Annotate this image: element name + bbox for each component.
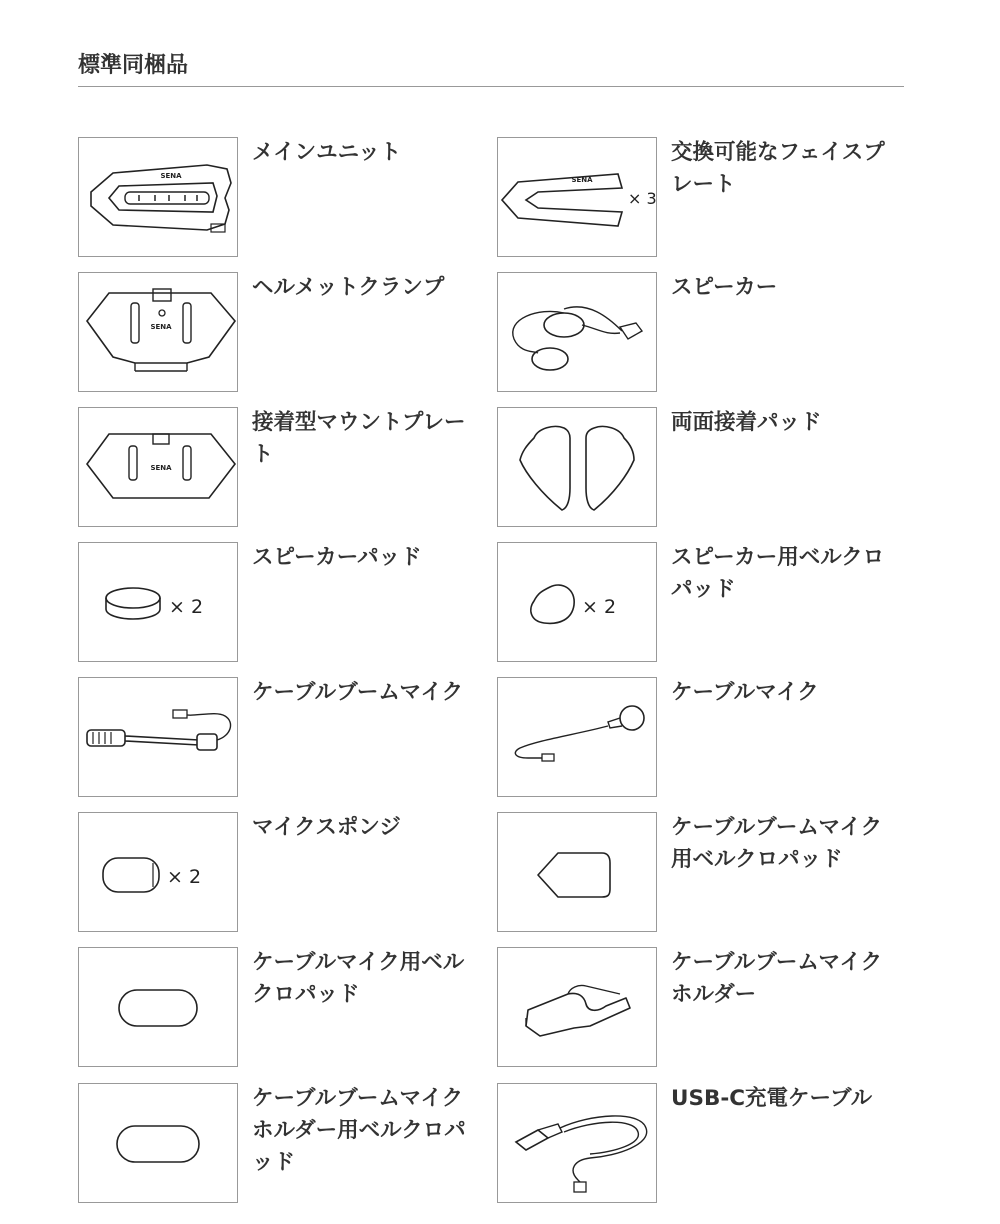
double-sided-adhesive-pad-icon bbox=[497, 407, 657, 527]
speaker-pad-icon bbox=[78, 542, 238, 662]
item-label: ケーブルマイク用ベルクロパッド bbox=[252, 950, 465, 1007]
main-unit-icon bbox=[78, 137, 238, 257]
item-label: ケーブルブームマイク用ベルクロパッド bbox=[671, 815, 883, 872]
svg-text:SENA: SENA bbox=[160, 172, 182, 180]
section-title: 標準同梱品 bbox=[78, 53, 189, 78]
boom-mic-holder-icon bbox=[497, 947, 657, 1067]
item-label: ケーブルブームマイクホルダー bbox=[671, 950, 883, 1007]
item-label: ケーブルブームマイク bbox=[252, 680, 464, 705]
item-label: スピーカー bbox=[671, 275, 778, 300]
item-label: スピーカー用ベルクロパッド bbox=[671, 545, 885, 602]
item-label: ケーブルマイク bbox=[671, 680, 819, 705]
wired-microphone-icon bbox=[497, 677, 657, 797]
item-label: メインユニット bbox=[252, 140, 402, 165]
speaker-velcro-pad-icon bbox=[497, 542, 657, 662]
boom-mic-holder-velcro-pad-icon bbox=[78, 1083, 238, 1203]
helmet-clamp-icon bbox=[78, 272, 238, 392]
faceplate-icon bbox=[497, 137, 657, 257]
usb-c-cable-icon bbox=[497, 1083, 657, 1203]
boom-mic-velcro-pad-icon bbox=[497, 812, 657, 932]
svg-text:× 2: × 2 bbox=[167, 866, 202, 888]
svg-text:× 2: × 2 bbox=[582, 596, 617, 618]
item-label: ケーブルブームマイクホルダー用ベルクロパッド bbox=[252, 1086, 466, 1175]
speaker-icon bbox=[497, 272, 657, 392]
svg-text:SENA: SENA bbox=[571, 176, 593, 184]
svg-text:× 2: × 2 bbox=[169, 596, 204, 618]
item-label: 両面接着パッド bbox=[671, 410, 822, 435]
item-label: マイクスポンジ bbox=[252, 815, 401, 840]
svg-text:SENA: SENA bbox=[150, 464, 172, 472]
svg-text:× 3: × 3 bbox=[628, 189, 657, 208]
adhesive-mount-plate-icon bbox=[78, 407, 238, 527]
boom-microphone-icon bbox=[78, 677, 238, 797]
item-label: 交換可能なフェイスプレート bbox=[671, 140, 885, 197]
item-label: ヘルメットクランプ bbox=[252, 275, 445, 300]
title-divider bbox=[78, 86, 904, 87]
item-label: スピーカーパッド bbox=[252, 545, 422, 570]
mic-sponge-icon bbox=[78, 812, 238, 932]
item-label: USB-C充電ケーブル bbox=[671, 1086, 873, 1111]
svg-text:SENA: SENA bbox=[150, 323, 172, 331]
item-label: 接着型マウントプレート bbox=[252, 410, 466, 467]
wired-mic-velcro-pad-icon bbox=[78, 947, 238, 1067]
